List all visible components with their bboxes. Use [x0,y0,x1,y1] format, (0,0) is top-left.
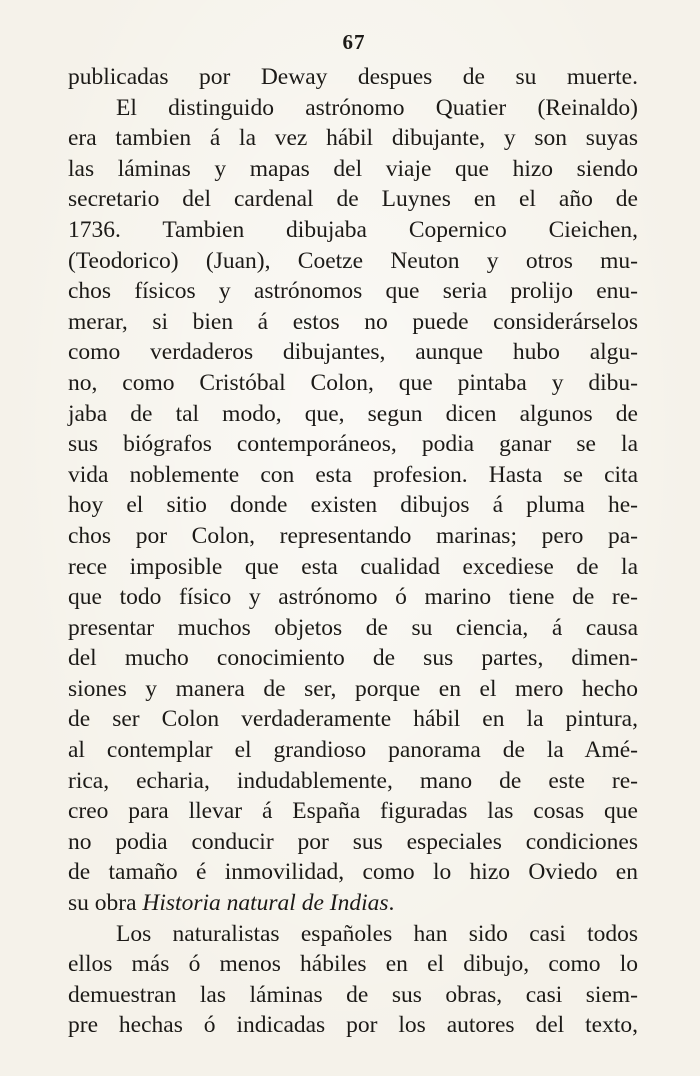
text-line: del mucho conocimiento de sus partes, dimen- [68,645,638,672]
text-line: rica, echaria, indudablemente, mano de este re- [68,767,638,794]
paragraph-start-line: El distinguido astrónomo Quatier (Reinaldo) [116,94,638,121]
text-line: chos físicos y astrónomos que seria prolijo enu- [68,278,638,305]
text-line: ellos más ó menos hábiles en el dibujo, como lo [68,951,638,978]
text-line: publicadas por Deway despues de su muerte. [68,64,638,90]
text-line: 1736. Tambien dibujaba Copernico Cieichen, [68,216,638,243]
paragraph-end-line [68,888,638,919]
text-line: rece imposible que esta cualidad excediese de la [68,553,638,580]
text-line: hoy el sitio donde existen dibujos á pluma he- [68,492,638,519]
text-line: vida noblemente con esta profesion. Hasta se cita [68,461,638,488]
line-suffix: . [388,890,395,917]
text-line: creo para llevar á España figuradas las cosas que [68,798,638,825]
text-line: secretario del cardenal de Luynes en el año de [68,186,638,213]
text-line: de tamaño é inmovilidad, como lo hizo Oviedo en [68,859,638,886]
text-line: las láminas y mapas del viaje que hizo siendo [68,155,638,182]
paragraph-start-line: Los naturalistas españoles han sido casi todos [116,920,638,947]
text-line: como verdaderos dibujantes, aunque hubo algu- [68,339,638,366]
text-line: jaba de tal modo, que, segun dicen algunos de [68,400,638,427]
text-line: que todo físico y astrónomo ó marino tiene de re- [68,584,638,611]
text-line: sus biógrafos contemporáneos, podia ganar se la [68,431,638,458]
text-line: no, como Cristóbal Colon, que pintaba y dibu- [68,369,638,396]
text-line: chos por Colon, representando marinas; pero pa- [68,522,638,549]
text-line: presentar muchos objetos de su ciencia, á causa [68,614,638,641]
book-title-italic: Historia natural de Indias [142,890,389,917]
line-prefix: su obra [68,890,143,917]
text-line: era tambien á la vez hábil dibujante, y son suyas [68,125,638,152]
body-text [68,62,638,1041]
page-number: 67 [342,30,366,54]
text-line: de ser Colon verdaderamente hábil en la pintura, [68,706,638,733]
text-line: al contemplar el grandioso panorama de la Amé- [68,737,638,764]
text-line: merar, si bien á estos no puede considerárselos [68,308,638,335]
text-line: pre hechas ó indicadas por los autores del texto, [68,1012,638,1039]
text-line: siones y manera de ser, porque en el mero hecho [68,675,638,702]
text-line: demuestran las láminas de sus obras, casi siem- [68,981,638,1008]
text-line: no podia conducir por sus especiales condiciones [68,828,638,855]
text-line: (Teodorico) (Juan), Coetze Neuton y otros mu- [68,247,638,274]
